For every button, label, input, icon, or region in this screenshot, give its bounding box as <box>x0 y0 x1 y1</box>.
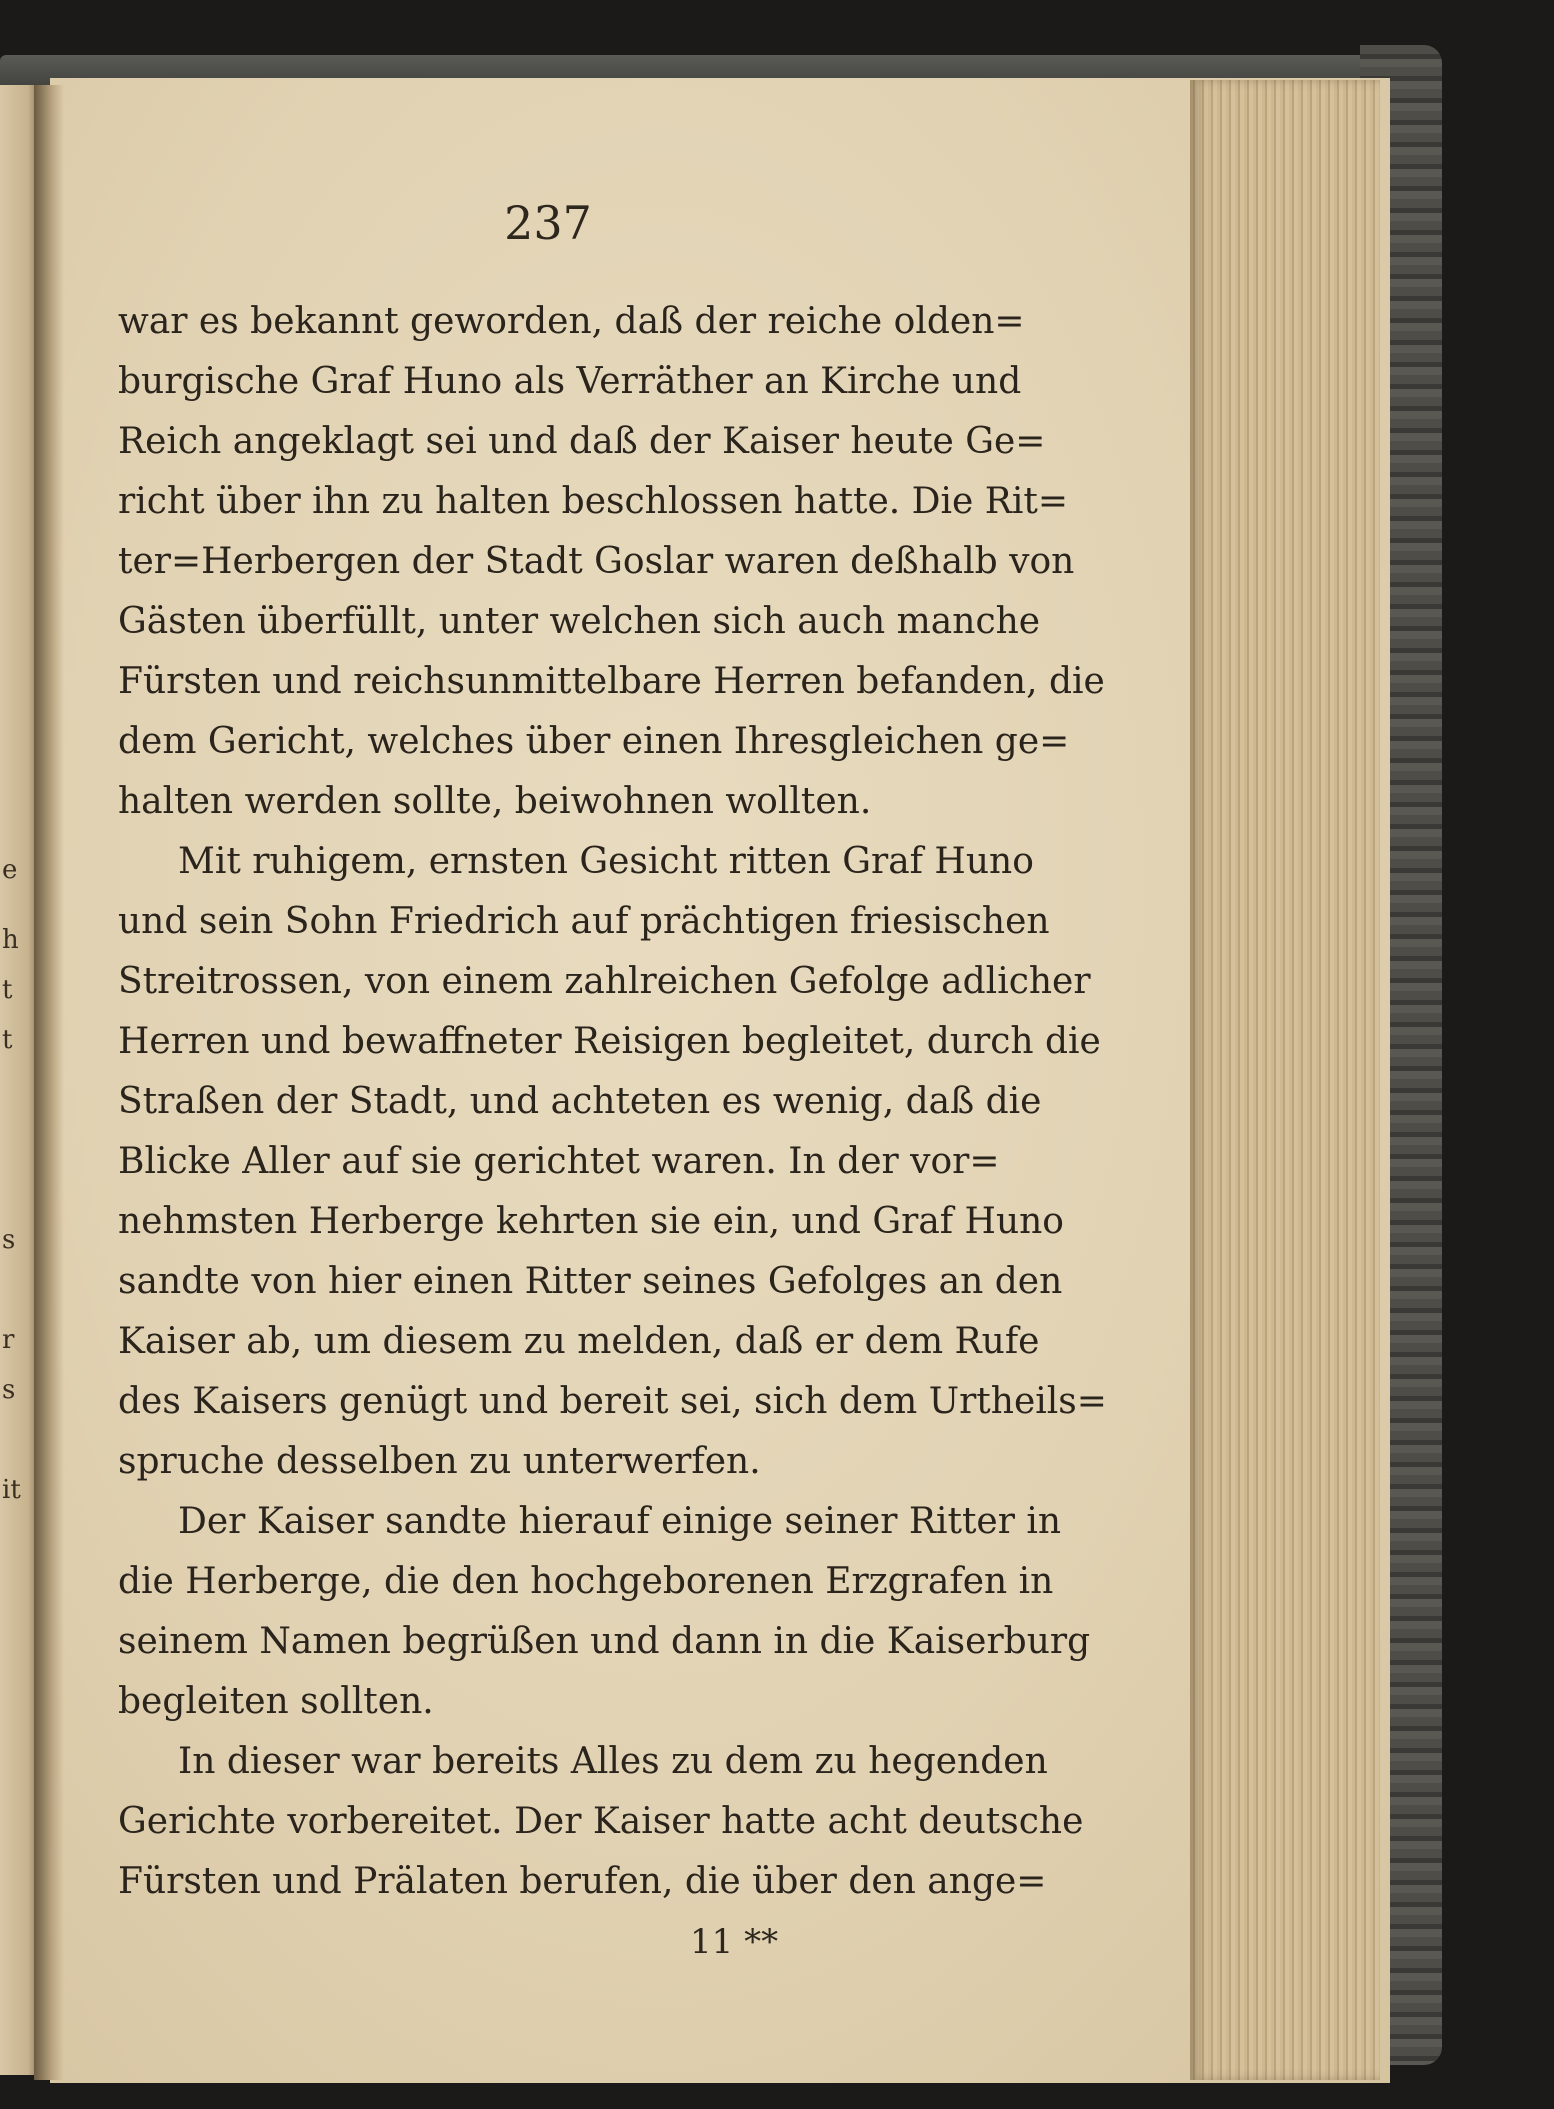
facing-page-fragment: s <box>2 1375 16 1405</box>
text-line: Mit ruhigem, ernsten Gesicht ritten Graf Huno <box>178 841 1034 882</box>
text-line: Fürsten und reichsunmittelbare Herren befanden, die <box>118 661 1105 702</box>
facing-page-fragment: it <box>2 1475 21 1505</box>
facing-page-fragment: s <box>2 1225 16 1255</box>
text-line: seinem Namen begrüßen und dann in die Kaiserburg <box>118 1621 1091 1662</box>
text-line: Der Kaiser sandte hierauf einige seiner Ritter in <box>178 1501 1062 1542</box>
text-line: spruche desselben zu unterwerfen. <box>118 1441 761 1482</box>
text-line: begleiten sollten. <box>118 1681 434 1722</box>
text-line: Herren und bewaffneter Reisigen begleitet, durch die <box>118 1021 1101 1062</box>
page-fore-edge <box>1190 80 1380 2080</box>
text-line: Streitrossen, von einem zahlreichen Gefolge adlicher <box>118 961 1091 1002</box>
text-line: nehmsten Herberge kehrten sie ein, und Graf Huno <box>118 1201 1064 1242</box>
text-line: Blicke Aller auf sie gerichtet waren. In der vor= <box>118 1141 1000 1182</box>
text-line: Fürsten und Prälaten berufen, die über den ange= <box>118 1861 1047 1902</box>
text-line: des Kaisers genügt und bereit sei, sich dem Urtheils= <box>118 1381 1107 1422</box>
text-line: Gästen überfüllt, unter welchen sich auch manche <box>118 601 1041 642</box>
text-line: halten werden sollte, beiwohnen wollten. <box>118 781 872 822</box>
text-line: burgische Graf Huno als Verräther an Kirche und <box>118 361 1022 402</box>
text-line: war es bekannt geworden, daß der reiche olden= <box>118 301 1025 342</box>
text-line: dem Gericht, welches über einen Ihresgleichen ge= <box>118 721 1070 762</box>
facing-page-fragment: t <box>2 975 13 1005</box>
facing-page-fragment: e <box>2 855 18 885</box>
text-line: richt über ihn zu halten beschlossen hatte. Die Rit= <box>118 481 1069 522</box>
text-line: Gerichte vorbereitet. Der Kaiser hatte acht deutsche <box>118 1801 1084 1842</box>
page-gutter-shadow <box>34 85 64 2080</box>
text-line: und sein Sohn Friedrich auf prächtigen friesischen <box>118 901 1050 942</box>
printer-signature-mark: 11 ** <box>690 1922 779 1962</box>
facing-page-fragment: h <box>2 925 19 955</box>
text-line: Straßen der Stadt, und achteten es wenig, daß die <box>118 1081 1042 1122</box>
text-line: Kaiser ab, um diesem zu melden, daß er dem Rufe <box>118 1321 1040 1362</box>
text-line: ter=Herbergen der Stadt Goslar waren deßhalb von <box>118 541 1075 582</box>
facing-page-fragment: t <box>2 1025 13 1055</box>
facing-page-fragment: r <box>2 1325 15 1355</box>
text-line: die Herberge, die den hochgeborenen Erzgrafen in <box>118 1561 1054 1602</box>
page-number: 237 <box>504 196 592 250</box>
text-line: sandte von hier einen Ritter seines Gefolges an den <box>118 1261 1063 1302</box>
text-line: Reich angeklagt sei und daß der Kaiser heute Ge= <box>118 421 1046 462</box>
text-line: In dieser war bereits Alles zu dem zu hegenden <box>178 1741 1048 1782</box>
